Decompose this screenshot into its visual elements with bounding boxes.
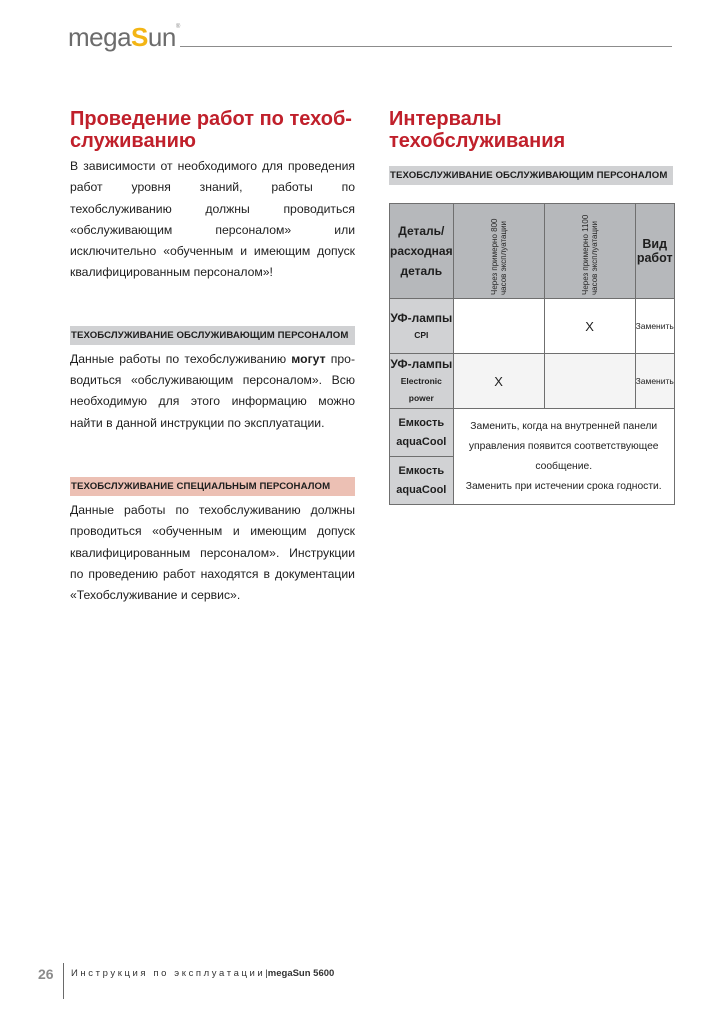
header-1100-line-1: Через примерно 1100 — [580, 214, 590, 295]
part-uv-lamps-electronic-power — [390, 354, 454, 409]
footer-manual-title: Инструкция по эксплуатации — [71, 968, 266, 979]
header-1100-hours — [544, 204, 635, 299]
band-special-staff: ТЕХОБСЛУЖИВАНИЕ СПЕЦИАЛЬНЫМ ПЕРСОНАЛОМ — [70, 477, 355, 496]
header-part — [390, 204, 454, 299]
footer-separator: | — [265, 968, 268, 979]
header-800-hours — [453, 204, 544, 299]
text-after: проводиться «обслуживающим персоналом». Всю необходимую для этого информацию можно найти в данной инструкции по эксплуатации. — [70, 351, 355, 430]
table-row — [390, 299, 675, 354]
logo-suffix: un — [147, 22, 176, 52]
intro-paragraph: В зависимости от необходимого для проведения работ уровня знаний, работы по техобслуживанию должны проводиться «обслуживающим персоналом» или исключительно «обученным и имеющим допуск квалифицированным персоналом»! — [70, 159, 355, 280]
part-aquacool-tank — [390, 457, 454, 505]
note-line: Заменить, когда на внутренней панели — [470, 420, 658, 432]
header-part-line: расходная — [390, 244, 453, 258]
note-line: Заменить при истечении срока годности. — [465, 480, 662, 492]
part-name: Емкость — [398, 416, 445, 429]
title-line-2: техобслуживания — [389, 130, 566, 152]
header-1100-rotated — [581, 205, 599, 295]
footer-product-name: megaSun 5600 — [267, 968, 335, 979]
aquacool-replacement-note — [453, 409, 674, 505]
header-work-type: Вид работ — [635, 204, 674, 299]
megasun-logo — [68, 22, 180, 53]
maintenance-intervals-table — [389, 203, 675, 505]
mark-1100: X — [544, 299, 635, 354]
table-header-row — [390, 204, 675, 299]
part-aquacool-tank — [390, 409, 454, 457]
band-service-staff: ТЕХОБСЛУЖИВАНИЕ ОБСЛУЖИВАЮЩИМ ПЕРСОНАЛОМ — [70, 326, 355, 345]
text-before: Данные работы по техобслуживанию — [70, 351, 292, 366]
part-subname: aquaCool — [396, 483, 447, 496]
part-subname: power — [408, 393, 434, 403]
note-line: управления появится соответствующее — [468, 440, 659, 452]
header-part-line: Деталь/ — [398, 224, 445, 238]
part-subname: CPI — [414, 329, 429, 340]
part-subname: aquaCool — [396, 435, 447, 448]
emphasis-may: могут — [291, 351, 326, 366]
title-line-1: Проведение работ по техоб- — [70, 108, 352, 130]
part-name: УФ-лампы — [390, 310, 453, 325]
mark-800 — [453, 299, 544, 354]
special-staff-paragraph: Данные работы по техобслуживанию должны проводиться «обученным и имеющим допуск квалифицированным персоналом». Инструкции по проведению работ находятся в документации «Техобслуживание и сервис». — [70, 502, 355, 603]
section-title-intervals — [389, 108, 673, 152]
header-800-rotated — [490, 205, 508, 295]
left-column — [70, 108, 355, 606]
part-subname: Electronic — [400, 376, 442, 386]
section-title-maintenance-work — [70, 108, 355, 152]
work-type: Заменить — [635, 354, 674, 409]
mark-1100 — [544, 354, 635, 409]
title-line-1: Интервалы — [389, 108, 502, 130]
page-number: 26 — [38, 966, 54, 982]
footer-doc-title — [71, 968, 334, 979]
mark-800: X — [453, 354, 544, 409]
note-line: сообщение. — [535, 460, 593, 472]
title-line-2: служиванию — [70, 130, 197, 152]
part-name: УФ-лампы — [390, 357, 453, 371]
header-part-line: деталь — [400, 264, 443, 278]
footer-rule — [63, 963, 64, 999]
part-uv-lamps-cpi — [390, 299, 454, 354]
table-row — [390, 354, 675, 409]
logo-prefix: mega — [68, 22, 132, 52]
header-800-line-2: часов эксплуатации — [498, 220, 508, 295]
logo-s: S — [131, 22, 148, 52]
registered-mark: ® — [175, 24, 180, 30]
part-name: Емкость — [398, 464, 445, 477]
header-1100-line-2: часов эксплуатации — [589, 220, 599, 295]
header-rule — [180, 46, 672, 47]
table-row — [390, 409, 675, 457]
right-column — [389, 108, 673, 505]
band-service-staff-right: ТЕХОБСЛУЖИВАНИЕ ОБСЛУЖИВАЮЩИМ ПЕРСОНАЛОМ — [389, 166, 673, 185]
header-800-line-1: Через примерно 800 — [489, 218, 499, 295]
service-staff-paragraph — [70, 349, 355, 434]
work-type: Заменить — [635, 299, 674, 354]
